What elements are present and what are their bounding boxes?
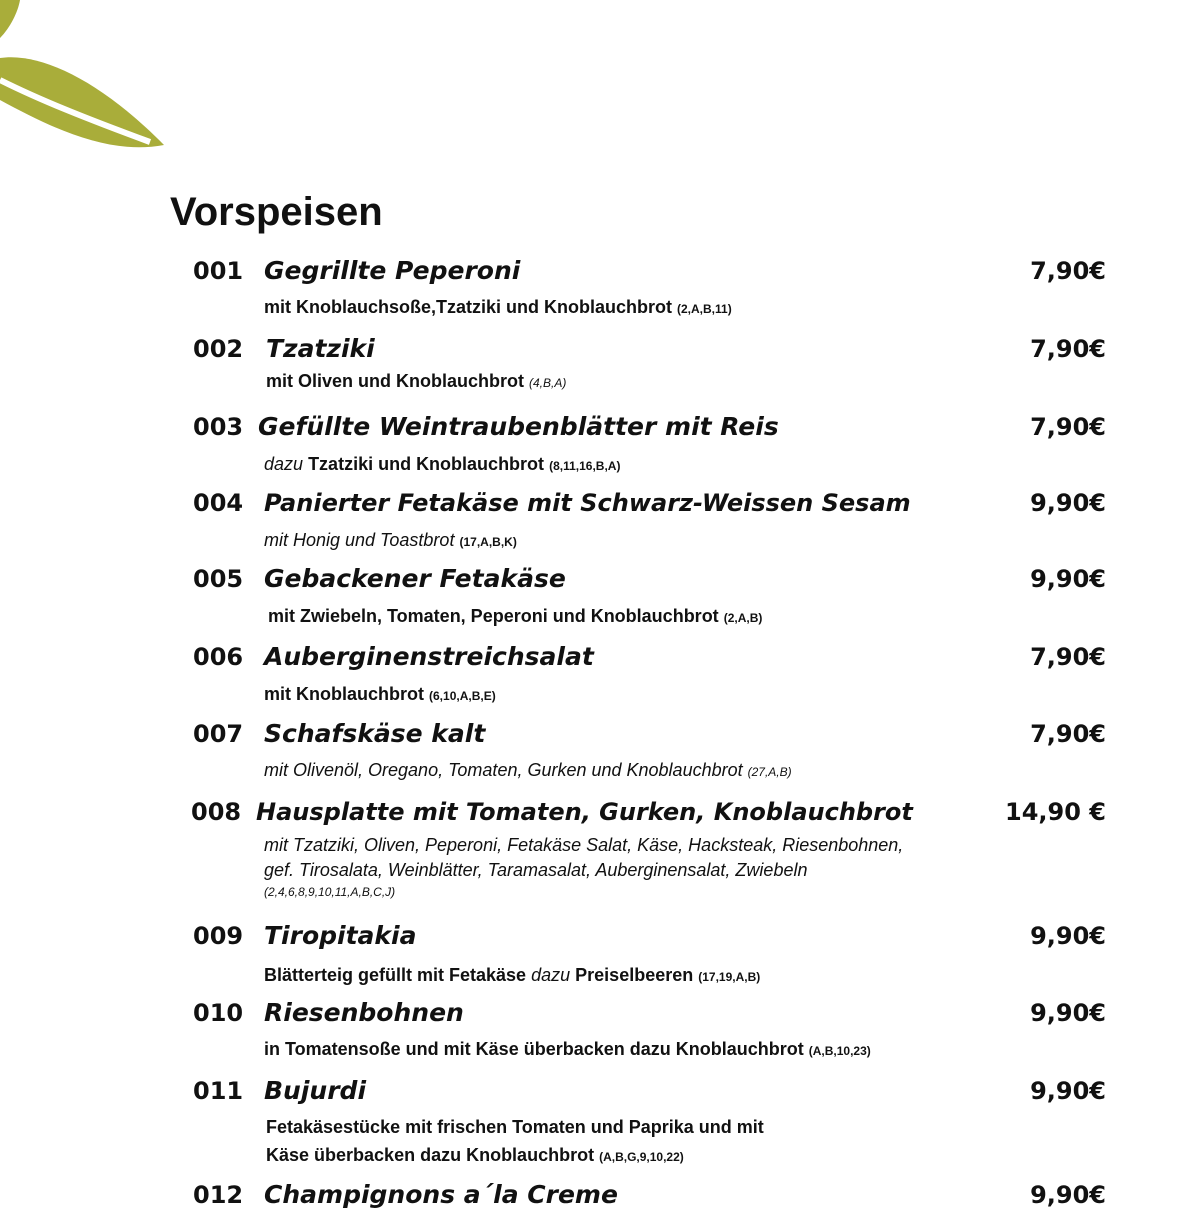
menu-item (0, 334, 1200, 364)
menu-item (0, 488, 1200, 518)
item-description-line: gef. Tirosalata, Weinblätter, Taramasalat, Auberginensalat, Zwiebeln (264, 860, 808, 880)
allergen-codes: (27,A,B) (747, 765, 792, 779)
item-number: 012 (193, 1181, 244, 1209)
item-number: 009 (193, 922, 244, 950)
item-number: 001 (193, 257, 244, 285)
item-price: 7,90€ (1030, 257, 1106, 285)
menu-item (0, 564, 1200, 594)
allergen-codes: (A,B,10,23) (808, 1044, 871, 1058)
item-number: 006 (193, 643, 244, 671)
item-description-line: Fetakäsestücke mit frischen Tomaten und Paprika und mit (266, 1117, 764, 1137)
item-price: 7,90€ (1030, 335, 1106, 363)
allergen-codes: (2,4,6,8,9,10,11,A,B,C,J) (264, 885, 396, 899)
item-price: 7,90€ (1030, 413, 1106, 441)
item-name: Gegrillte Peperoni (264, 256, 521, 285)
item-name: Gefüllte Weintraubenblätter mit Reis (258, 412, 779, 441)
allergen-codes: (6,10,A,B,E) (429, 689, 496, 703)
olive-leaf-icon (0, 0, 180, 160)
item-description: mit Honig und Toastbrot (17,A,B,K) (264, 530, 517, 550)
item-description: mit Oliven und Knoblauchbrot (4,B,A) (266, 371, 567, 391)
item-price: 9,90€ (1030, 489, 1106, 517)
item-description: mit Zwiebeln, Tomaten, Peperoni und Knoblauchbrot (2,A,B) (268, 606, 763, 626)
item-price: 14,90 € (1005, 798, 1106, 826)
item-name: Bujurdi (264, 1076, 367, 1105)
allergen-codes: (4,B,A) (529, 376, 567, 390)
menu-item (0, 921, 1200, 951)
item-number: 008 (191, 798, 242, 826)
item-name: Panierter Fetakäse mit Schwarz-Weissen Sesam (264, 489, 911, 517)
item-name: Tiropitakia (264, 921, 417, 950)
item-description: mit Olivenöl, Oregano, Tomaten, Gurken und Knoblauchbrot (27,A,B) (264, 760, 792, 780)
item-price: 9,90€ (1030, 999, 1106, 1027)
item-number: 010 (193, 999, 244, 1027)
item-name: Hausplatte mit Tomaten, Gurken, Knoblauchbrot (256, 798, 913, 826)
allergen-codes: (17,19,A,B) (698, 970, 761, 984)
allergen-codes: (2,A,B,11) (677, 302, 732, 316)
item-number: 007 (193, 720, 244, 748)
item-price: 7,90€ (1030, 643, 1106, 671)
menu-item (0, 412, 1200, 442)
item-description: mit Knoblauchsoße,Tzatziki und Knoblauchbrot (2,A,B,11) (264, 297, 732, 317)
item-number: 004 (193, 489, 244, 517)
item-name: Champignons a´la Creme (264, 1180, 618, 1209)
menu-item (0, 1180, 1200, 1210)
item-description: mit Knoblauchbrot (6,10,A,B,E) (264, 684, 496, 704)
item-price: 9,90€ (1030, 1181, 1106, 1209)
item-price: 9,90€ (1030, 1077, 1106, 1105)
allergen-codes: (2,A,B) (723, 611, 763, 625)
menu-item (0, 719, 1200, 749)
item-name: Schafskäse kalt (264, 719, 486, 748)
item-price: 7,90€ (1030, 720, 1106, 748)
menu-item (0, 1076, 1200, 1106)
item-name: Riesenbohnen (264, 998, 464, 1027)
item-description: in Tomatensoße und mit Käse überbacken dazu Knoblauchbrot (A,B,10,23) (264, 1039, 871, 1059)
menu-item (0, 998, 1200, 1028)
item-description: dazu Tzatziki und Knoblauchbrot (8,11,16,B,A) (264, 454, 621, 474)
menu-item (0, 642, 1200, 672)
item-name: Gebackener Fetakäse (264, 564, 566, 593)
section-title: Vorspeisen (170, 190, 383, 234)
allergen-codes: (A,B,G,9,10,22) (599, 1150, 684, 1164)
item-price: 9,90€ (1030, 565, 1106, 593)
item-number: 005 (193, 565, 244, 593)
menu-item (0, 256, 1200, 286)
item-description: Käse überbacken dazu Knoblauchbrot (A,B,G,9,10,22) (266, 1145, 684, 1165)
menu-item (0, 797, 1200, 827)
item-number: 011 (193, 1077, 244, 1105)
item-description: Blätterteig gefüllt mit Fetakäse dazu Preiselbeeren (17,19,A,B) (264, 965, 761, 985)
item-number: 002 (193, 335, 244, 363)
item-number: 003 (193, 413, 244, 441)
item-name: Tzatziki (266, 334, 375, 363)
item-price: 9,90€ (1030, 922, 1106, 950)
item-name: Auberginenstreichsalat (264, 642, 594, 671)
allergen-codes: (8,11,16,B,A) (549, 459, 621, 473)
item-description-line: mit Tzatziki, Oliven, Peperoni, Fetakäse Salat, Käse, Hacksteak, Riesenbohnen, (264, 835, 904, 855)
allergen-codes: (17,A,B,K) (459, 535, 517, 549)
